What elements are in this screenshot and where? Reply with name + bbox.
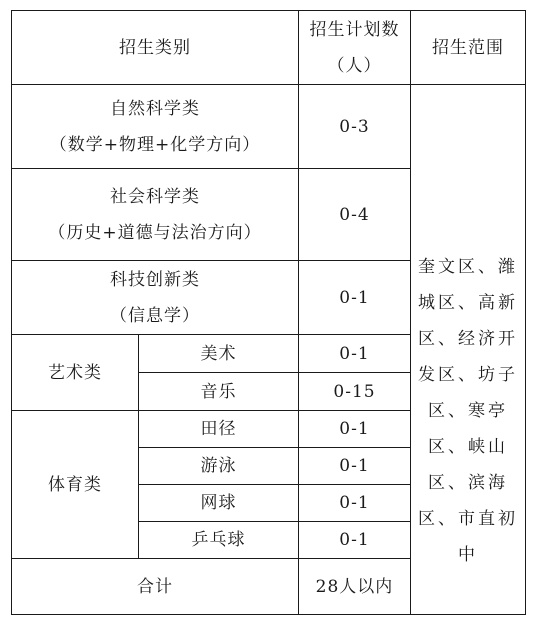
count-cell xyxy=(299,411,411,448)
subcategory-cell xyxy=(139,522,299,559)
subcategory-cell xyxy=(139,448,299,485)
count-cell xyxy=(299,85,411,169)
count-value: 0-15 xyxy=(333,381,376,402)
header-scope-text: 招生范围 xyxy=(432,37,504,58)
count-value: 0-1 xyxy=(339,530,370,550)
scope-text: 奎文区、潍城区、高新区、经济开发区、坊子区、寒亭区、峡山区、滨海区、市直初中 xyxy=(418,257,518,565)
scope-cell xyxy=(411,85,526,615)
category-cell xyxy=(12,169,299,261)
count-cell xyxy=(299,485,411,522)
subcategory-name: 游泳 xyxy=(200,456,237,476)
total-label: 合计 xyxy=(137,576,173,597)
subcategory-name: 田径 xyxy=(200,419,237,439)
header-row xyxy=(12,11,526,85)
count-cell xyxy=(299,522,411,559)
category-name: 社会科学类 xyxy=(110,186,200,207)
subcategory-name: 美术 xyxy=(200,343,237,364)
header-category xyxy=(12,11,299,85)
header-plan-line2: （人） xyxy=(327,55,382,76)
count-value: 0-1 xyxy=(339,493,370,513)
header-plan-line1: 招生计划数 xyxy=(309,19,400,40)
enrollment-table xyxy=(11,10,526,615)
total-value: 28人以内 xyxy=(315,576,394,597)
category-sub: （信息学） xyxy=(110,305,200,326)
header-category-text: 招生类别 xyxy=(119,37,191,58)
count-cell xyxy=(299,261,411,335)
category-sub: （历史+道德与法治方向） xyxy=(48,222,262,243)
subcategory-name: 音乐 xyxy=(200,381,237,402)
arts-label: 艺术类 xyxy=(48,362,102,383)
count-value: 0-1 xyxy=(339,287,370,308)
sports-label: 体育类 xyxy=(48,474,102,495)
count-value: 0-3 xyxy=(339,116,370,137)
table-row xyxy=(12,85,526,169)
subcategory-cell xyxy=(139,411,299,448)
count-value: 0-1 xyxy=(339,343,370,364)
count-cell xyxy=(299,448,411,485)
count-cell xyxy=(299,169,411,261)
total-label-cell xyxy=(12,559,299,615)
subcategory-cell xyxy=(139,373,299,411)
header-scope xyxy=(411,11,526,85)
category-cell xyxy=(12,85,299,169)
category-cell xyxy=(12,261,299,335)
subcategory-name: 乒乓球 xyxy=(191,530,246,550)
count-cell xyxy=(299,373,411,411)
header-plan xyxy=(299,11,411,85)
count-value: 0-4 xyxy=(339,204,370,225)
sports-label-cell xyxy=(12,411,139,559)
category-name: 自然科学类 xyxy=(110,98,200,119)
count-cell xyxy=(299,335,411,373)
count-value: 0-1 xyxy=(339,419,370,439)
category-sub: （数学+物理+化学方向） xyxy=(49,134,261,155)
subcategory-name: 网球 xyxy=(200,493,237,513)
subcategory-cell xyxy=(139,485,299,522)
category-name: 科技创新类 xyxy=(110,269,200,290)
total-value-cell xyxy=(299,559,411,615)
subcategory-cell xyxy=(139,335,299,373)
arts-label-cell xyxy=(12,335,139,411)
count-value: 0-1 xyxy=(339,456,370,476)
